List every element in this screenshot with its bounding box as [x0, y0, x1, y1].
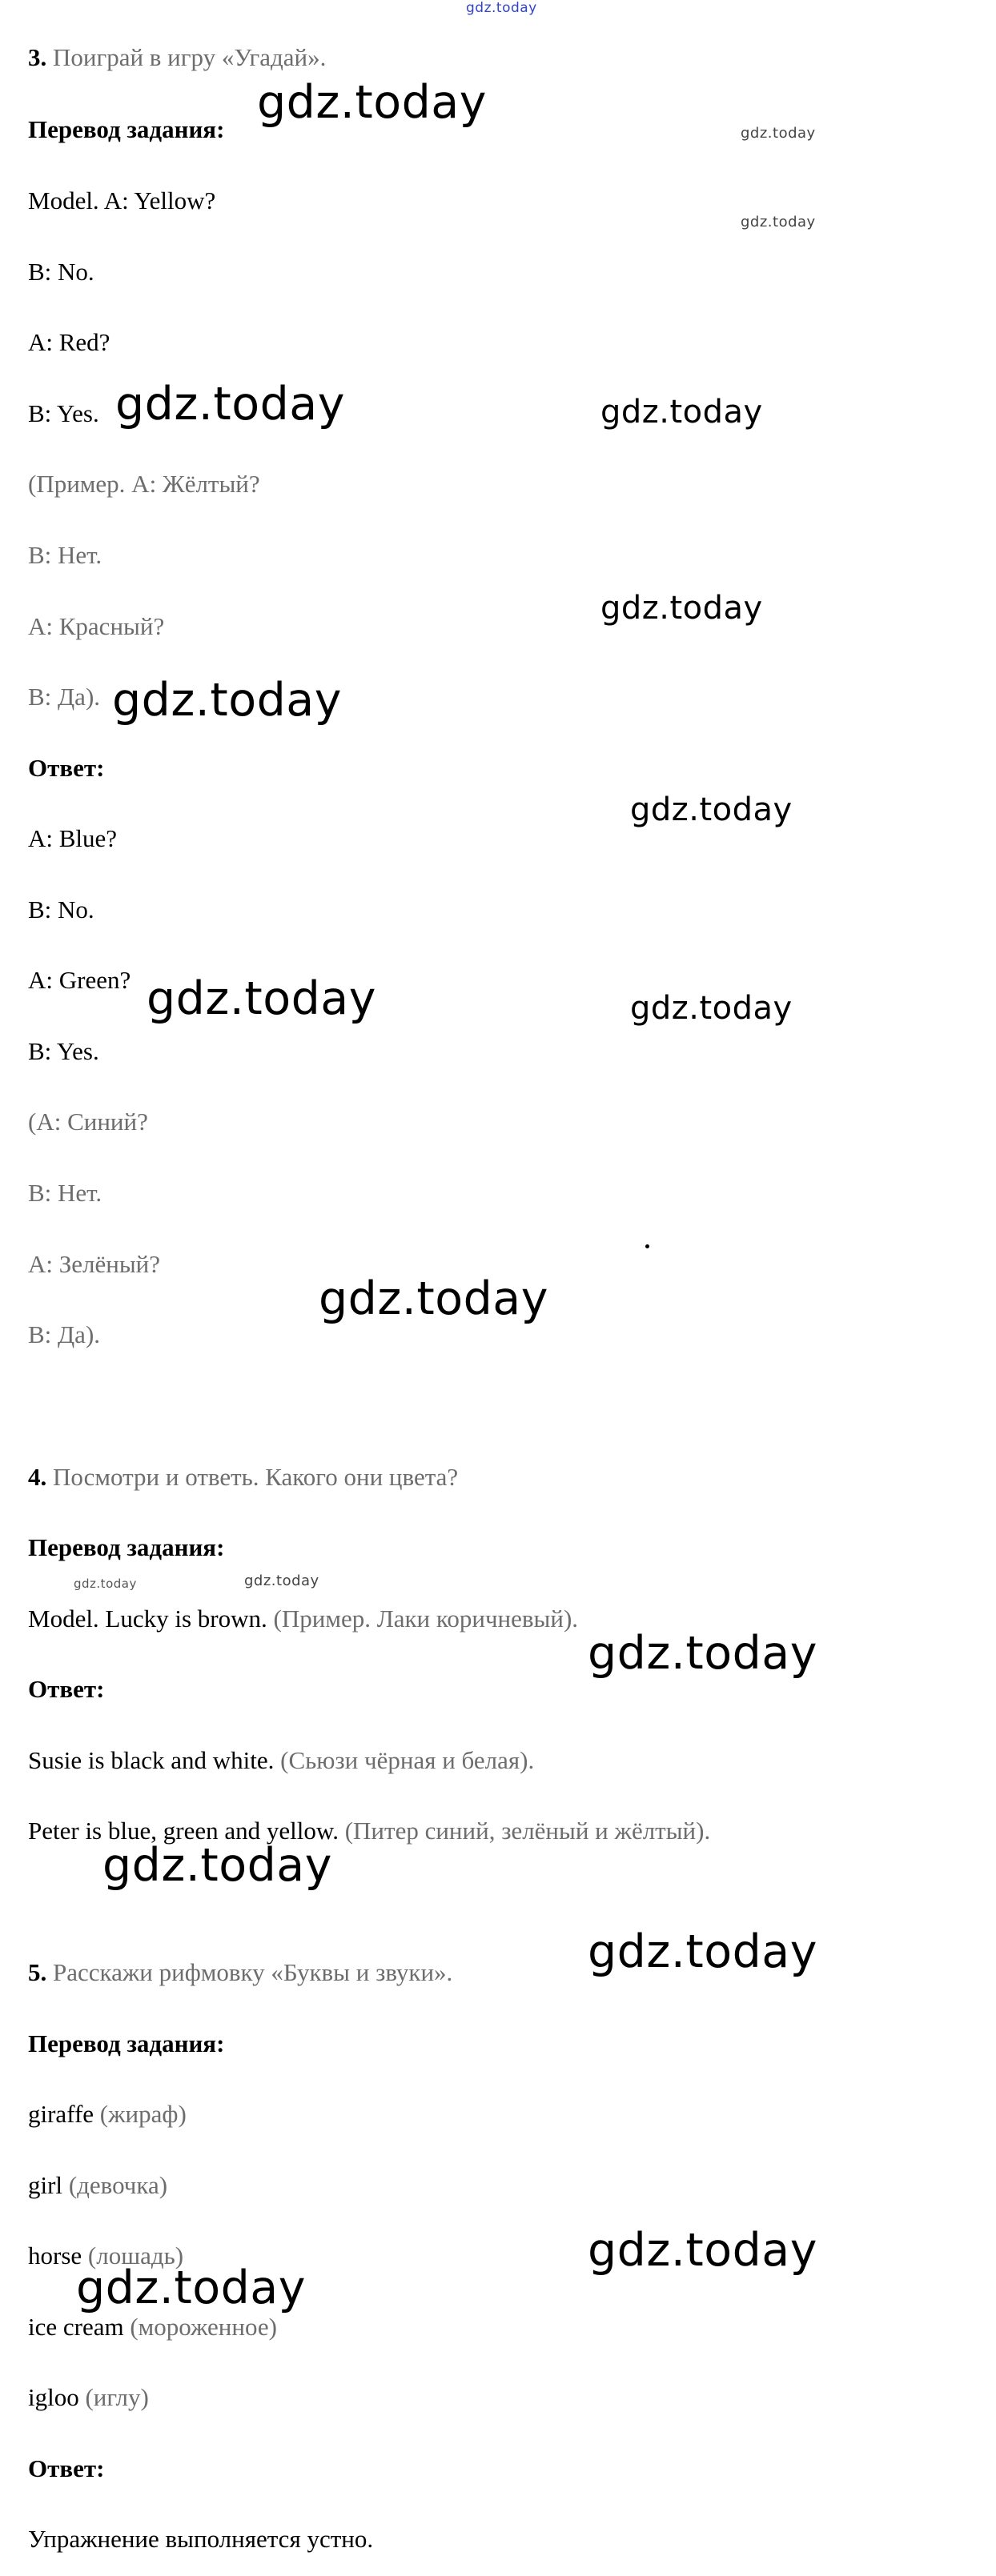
ex3-answer-line-1: A: Blue? — [28, 824, 118, 852]
ex5-word-4-en: ice cream — [28, 2313, 124, 2341]
ex4-number: 4. — [28, 1463, 47, 1491]
stray-dot — [645, 1244, 649, 1248]
ex5-word-5-en: igloo — [28, 2383, 79, 2411]
ex5-answer-heading: Ответ: — [28, 2454, 105, 2482]
ex3-answer-translation-3: А: Зелёный? — [28, 1250, 161, 1278]
watermark: gdz.today — [630, 990, 793, 1027]
watermark: gdz.today — [76, 2262, 306, 2314]
ex4-answer-heading: Ответ: — [28, 1675, 105, 1703]
ex3-answer-translation-1: (А: Синий? — [28, 1108, 148, 1136]
ex3-translation-heading: Перевод задания: — [28, 115, 225, 143]
ex4-answer-1-text: Susie is black and white. — [28, 1746, 275, 1774]
ex3-model-translation-3: А: Красный? — [28, 612, 165, 640]
ex5-word-1 — [28, 2098, 187, 2130]
watermark: gdz.today — [741, 125, 816, 142]
ex5-word-5 — [28, 2382, 149, 2414]
ex5-word-4-ru: (мороженное) — [130, 2313, 277, 2341]
ex3-answer-heading: Ответ: — [28, 754, 105, 782]
ex3-model-line-2: B: No. — [28, 258, 94, 286]
watermark: gdz.today — [588, 2224, 817, 2277]
watermark: gdz.today — [102, 1839, 332, 1892]
ex5-word-5-ru: (иглу) — [85, 2383, 149, 2411]
ex5-word-3-en: horse — [28, 2241, 82, 2270]
watermark: gdz.today — [630, 791, 793, 828]
ex4-model-text: Model. Lucky is brown. — [28, 1604, 267, 1633]
ex4-answer-2-text: Peter is blue, green and yellow. — [28, 1817, 339, 1845]
watermark: gdz.today — [74, 1576, 137, 1591]
ex3-answer-line-4: B: Yes. — [28, 1037, 99, 1065]
ex5-word-2 — [28, 2169, 167, 2201]
watermark: gdz.today — [319, 1272, 548, 1325]
ex3-model-translation-1: (Пример. А: Жёлтый? — [28, 470, 260, 498]
watermark: gdz.today — [600, 590, 763, 627]
ex3-model-translation-2: В: Нет. — [28, 541, 102, 569]
watermark: gdz.today — [244, 1572, 319, 1589]
ex5-word-2-ru: (девочка) — [68, 2171, 168, 2199]
ex5-word-1-en: giraffe — [28, 2100, 94, 2128]
watermark: gdz.today — [112, 674, 342, 727]
ex4-task-text: Посмотри и ответь. Какого они цвета? — [53, 1463, 459, 1491]
ex4-translation-heading: Перевод задания: — [28, 1533, 225, 1561]
watermark: gdz.today — [115, 378, 345, 431]
ex3-model-line-1: Model. A: Yellow? — [28, 186, 216, 214]
ex5-word-4 — [28, 2311, 277, 2343]
ex3-model-translation-4: В: Да). — [28, 683, 101, 711]
ex3-answer-line-2: B: No. — [28, 895, 94, 923]
ex3-answer-line-3: A: Green? — [28, 966, 131, 994]
ex5-answer-text: Упражнение выполняется устно. — [28, 2525, 374, 2553]
watermark: gdz.today — [588, 1627, 817, 1680]
ex5-number: 5. — [28, 1958, 47, 1986]
watermark: gdz.today — [600, 394, 763, 431]
ex3-answer-translation-2: В: Нет. — [28, 1179, 102, 1207]
ex5-word-3-ru: (лошадь) — [87, 2241, 184, 2270]
ex5-word-2-en: girl — [28, 2171, 63, 2199]
ex5-task-text: Расскажи рифмовку «Буквы и звуки». — [53, 1958, 453, 1986]
watermark: gdz.today — [741, 214, 816, 230]
ex4-task — [28, 1461, 458, 1493]
ex3-model-line-3: A: Red? — [28, 328, 110, 356]
ex5-task — [28, 1957, 452, 1989]
ex4-model-translation: (Пример. Лаки коричневый). — [273, 1604, 579, 1633]
ex4-answer-2-translation: (Питер синий, зелёный и жёлтый). — [344, 1817, 711, 1845]
watermark: gdz.today — [147, 972, 376, 1025]
top-watermark: gdz.today — [466, 0, 537, 16]
ex4-answer-1-translation: (Сьюзи чёрная и белая). — [280, 1746, 535, 1774]
watermark: gdz.today — [257, 76, 487, 129]
ex3-answer-translation-4: В: Да). — [28, 1320, 101, 1348]
ex5-translation-heading: Перевод задания: — [28, 2029, 225, 2057]
ex3-model-line-4: B: Yes. — [28, 399, 99, 427]
ex4-answer-1 — [28, 1745, 534, 1777]
watermark: gdz.today — [588, 1925, 817, 1978]
ex4-model — [28, 1603, 578, 1635]
ex3-task-text: Поиграй в игру «Угадай». — [53, 43, 327, 71]
ex5-word-1-ru: (жираф) — [99, 2100, 187, 2128]
ex3-number: 3. — [28, 43, 47, 71]
ex3-task — [28, 42, 326, 74]
